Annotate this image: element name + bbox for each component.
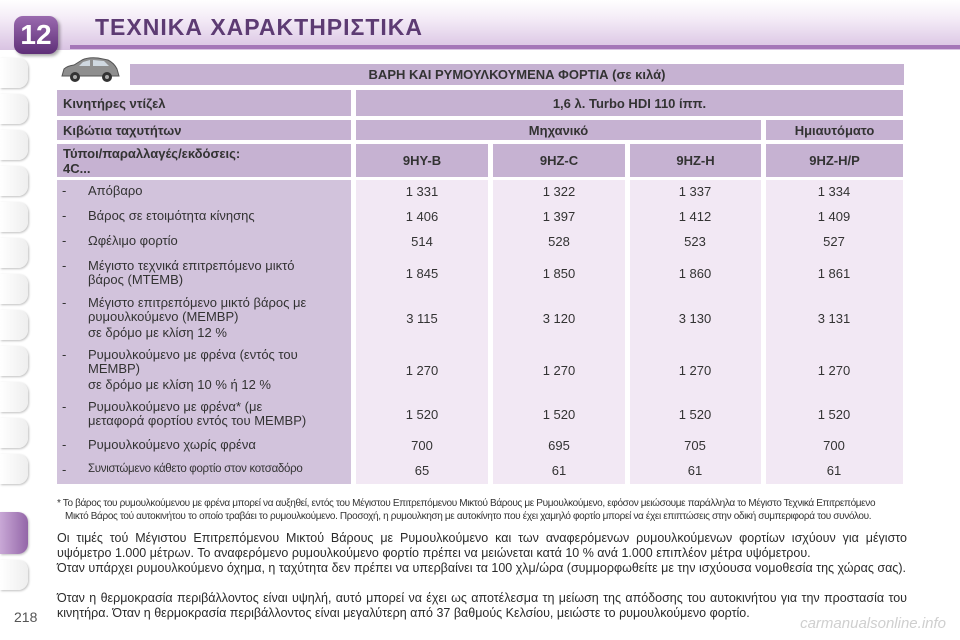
table-cell: 1 397 xyxy=(542,209,576,224)
gearbox-auto: Ημιαυτόματο xyxy=(766,120,903,140)
row-dash: - xyxy=(62,233,67,248)
row-dash: - xyxy=(62,347,67,362)
chapter-tab[interactable] xyxy=(0,274,28,304)
table-cell: 1 270 xyxy=(405,363,439,378)
chapter-tabs xyxy=(0,54,40,614)
row-label-line: Βάρος σε ετοιμότητα κίνησης xyxy=(88,208,255,223)
table-cell: 528 xyxy=(548,234,570,249)
row-label-line: βάρος (MTEMB) xyxy=(88,272,184,287)
chapter-tab[interactable] xyxy=(0,382,28,412)
table-cell: 700 xyxy=(823,438,845,453)
chapter-tab[interactable] xyxy=(0,166,28,196)
chapter-badge: 12 xyxy=(14,16,58,54)
page-title: ΤΕΧΝΙΚΑ ΧΑΡΑΚΤΗΡΙΣΤΙΚΑ xyxy=(95,14,423,40)
table-cell: 3 131 xyxy=(817,311,851,326)
table-cell: 1 270 xyxy=(542,363,576,378)
body-paragraph: Όταν η θερμοκρασία περιβάλλοντος είναι υψηλή, αυτό μπορεί να έχει ως αποτέλεσμα τη μείωση της απόδοσης του αυτοκινήτου για την προστασία του κινητήρα. Όταν η θερμοκρασία περιβάλλοντος είναι μεγαλύτερη από 37 βαθμούς Κελσίου, μειώστε το ρυμουλκούμενο φορτίο. xyxy=(57,591,907,620)
table-cell: 1 520 xyxy=(542,407,576,422)
body-paragraph: Όταν υπάρχει ρυμουλκούμενο όχημα, η ταχύτητα δεν πρέπει να υπερβαίνει τα 100 χλμ/ώρα (συμμορφωθείτε με την ισχύουσα νομοθεσία της χώρας σας). xyxy=(57,561,906,575)
row-label-line: Ρυμουλκούμενο με φρένα* (με xyxy=(88,399,263,414)
chapter-tab[interactable] xyxy=(0,130,28,160)
table-cell: 705 xyxy=(684,438,706,453)
table-cell: 695 xyxy=(548,438,570,453)
table-cell: 514 xyxy=(411,234,433,249)
row-dash: - xyxy=(62,183,67,198)
table-cell: 1 334 xyxy=(817,184,851,199)
row-label-line: ρυμουλκούμενο (MEMBP) xyxy=(88,309,239,324)
row-label-line: σε δρόμο με κλίση 10 % ή 12 % xyxy=(88,377,271,392)
row-dash: - xyxy=(62,462,67,477)
row-dash: - xyxy=(62,208,67,223)
table-cell: 1 860 xyxy=(678,266,712,281)
chapter-tab-active[interactable] xyxy=(0,512,28,554)
table-cell: 1 409 xyxy=(817,209,851,224)
car-icon xyxy=(58,55,122,85)
table-cell: 700 xyxy=(411,438,433,453)
table-cell: 1 520 xyxy=(405,407,439,422)
row-label-line: Μέγιστο τεχνικά επιτρεπόμενο μικτό xyxy=(88,258,295,273)
type-header: 9HY-B xyxy=(356,144,488,177)
section-title: ΒΑΡΗ ΚΑΙ ΡΥΜΟΥΛΚΟΥΜΕΝΑ ΦΟΡΤΙΑ (σε κιλά) xyxy=(130,64,904,85)
table-cell: 523 xyxy=(684,234,706,249)
table-cell: 1 270 xyxy=(678,363,712,378)
gearbox-manual: Μηχανικό xyxy=(356,120,761,140)
type-header: 9HZ-C xyxy=(493,144,625,177)
table-cell: 61 xyxy=(826,463,842,478)
table-cell: 3 120 xyxy=(542,311,576,326)
chapter-tab[interactable] xyxy=(0,310,28,340)
chapter-tab[interactable] xyxy=(0,238,28,268)
row-dash: - xyxy=(62,437,67,452)
table-cell: 1 331 xyxy=(405,184,439,199)
row-label-line: MEMBP) xyxy=(88,361,140,376)
chapter-tab[interactable] xyxy=(0,418,28,448)
table-cell: 1 520 xyxy=(678,407,712,422)
table-cell: 1 412 xyxy=(678,209,712,224)
table-cell: 1 850 xyxy=(542,266,576,281)
footnote-line: Μικτό Βάρος τού αυτοκινήτου το οποίο τραβάει το ρυμουλκούμενο. Προσοχή, η ρυμουλκηση με αυτοκίνητο που έχει χαμηλό φορτίο μπορεί να έχει επιπτώσεις στην οδική συμπεριφορά του συνόλου. xyxy=(65,511,872,522)
table-cell: 1 845 xyxy=(405,266,439,281)
gearbox-label: Κιβώτια ταχυτήτων xyxy=(57,120,351,140)
chapter-tab[interactable] xyxy=(0,346,28,376)
row-dash: - xyxy=(62,399,67,414)
types-label xyxy=(57,144,351,177)
table-cell: 1 406 xyxy=(405,209,439,224)
footnote-line: * Το βάρος του ρυμουλκούμενου με φρένα μπορεί να αυξηθεί, εντός του Μέγιστου Επιτρεπόμενου Μικτού Βάρους με Ρυμουλκούμενο, εφόσον μειώσουμε παράλληλα το Μέγιστο Τεχνικά Επιτρεπόμενο xyxy=(57,498,876,509)
row-label-line: Ωφέλιμο φορτίο xyxy=(88,233,178,248)
row-label-line: Ρυμουλκούμενο με φρένα (εντός του xyxy=(88,347,298,362)
chapter-tab[interactable] xyxy=(0,454,28,484)
engine-name: 1,6 λ. Turbo HDI 110 ίππ. xyxy=(356,90,903,116)
footnote xyxy=(57,497,907,523)
row-label-line: Ρυμουλκούμενο χωρίς φρένα xyxy=(88,437,256,452)
chapter-tab[interactable] xyxy=(0,94,28,124)
type-header: 9HZ-H xyxy=(630,144,761,177)
types-label-line1: Τύποι/παραλλαγές/εκδόσεις: xyxy=(63,145,241,161)
row-label-line: Συνιστώμενο κάθετο φορτίο στον κοτσαδόρο xyxy=(88,463,303,475)
engines-label: Κινητήρες ντίζελ xyxy=(57,90,351,116)
row-label-line: μεταφορά φορτίου εντός του MEMBP) xyxy=(88,413,307,428)
watermark-text: carmanualsonline.info xyxy=(800,615,946,632)
types-label-line2: 4C... xyxy=(63,160,91,176)
table-cell: 3 115 xyxy=(406,311,438,326)
table-cell: 1 270 xyxy=(817,363,851,378)
body-paragraph: Οι τιμές τού Μέγιστου Επιτρεπόμενου Μικτού Βάρους με Ρυμουλκούμενο και των αναφερόμενων ρυμουλκούμενων φορτίων ισχύουν για μέγιστο υψόμετρο 1.000 μέτρων. Το αναφερόμενο ρυμουλκούμενο φορτίο πρέπει να μειώνεται κατά 10 % ανά 1.000 επιπλέον μέτρα υψόμετρου. xyxy=(57,531,907,560)
row-dash: - xyxy=(62,295,67,310)
header-rule xyxy=(70,45,960,49)
table-cell: 1 337 xyxy=(678,184,712,199)
table-cell: 61 xyxy=(687,463,703,478)
table-cell: 65 xyxy=(414,463,430,478)
table-cell: 1 520 xyxy=(817,407,851,422)
row-label-line: Απόβαρο xyxy=(88,183,143,198)
table-cell: 1 861 xyxy=(817,266,851,281)
chapter-tab[interactable] xyxy=(0,202,28,232)
table-cell: 3 130 xyxy=(678,311,712,326)
page-number: 218 xyxy=(14,609,38,625)
chapter-tab[interactable] xyxy=(0,58,28,88)
chapter-tab[interactable] xyxy=(0,560,28,590)
table-cell: 527 xyxy=(823,234,845,249)
row-dash: - xyxy=(62,258,67,273)
row-label-line: Μέγιστο επιτρεπόμενο μικτό βάρος με xyxy=(88,295,307,310)
row-label-line: σε δρόμο με κλίση 12 % xyxy=(88,325,227,340)
type-header: 9HZ-H/P xyxy=(766,144,903,177)
table-cell: 61 xyxy=(551,463,567,478)
table-cell: 1 322 xyxy=(542,184,576,199)
